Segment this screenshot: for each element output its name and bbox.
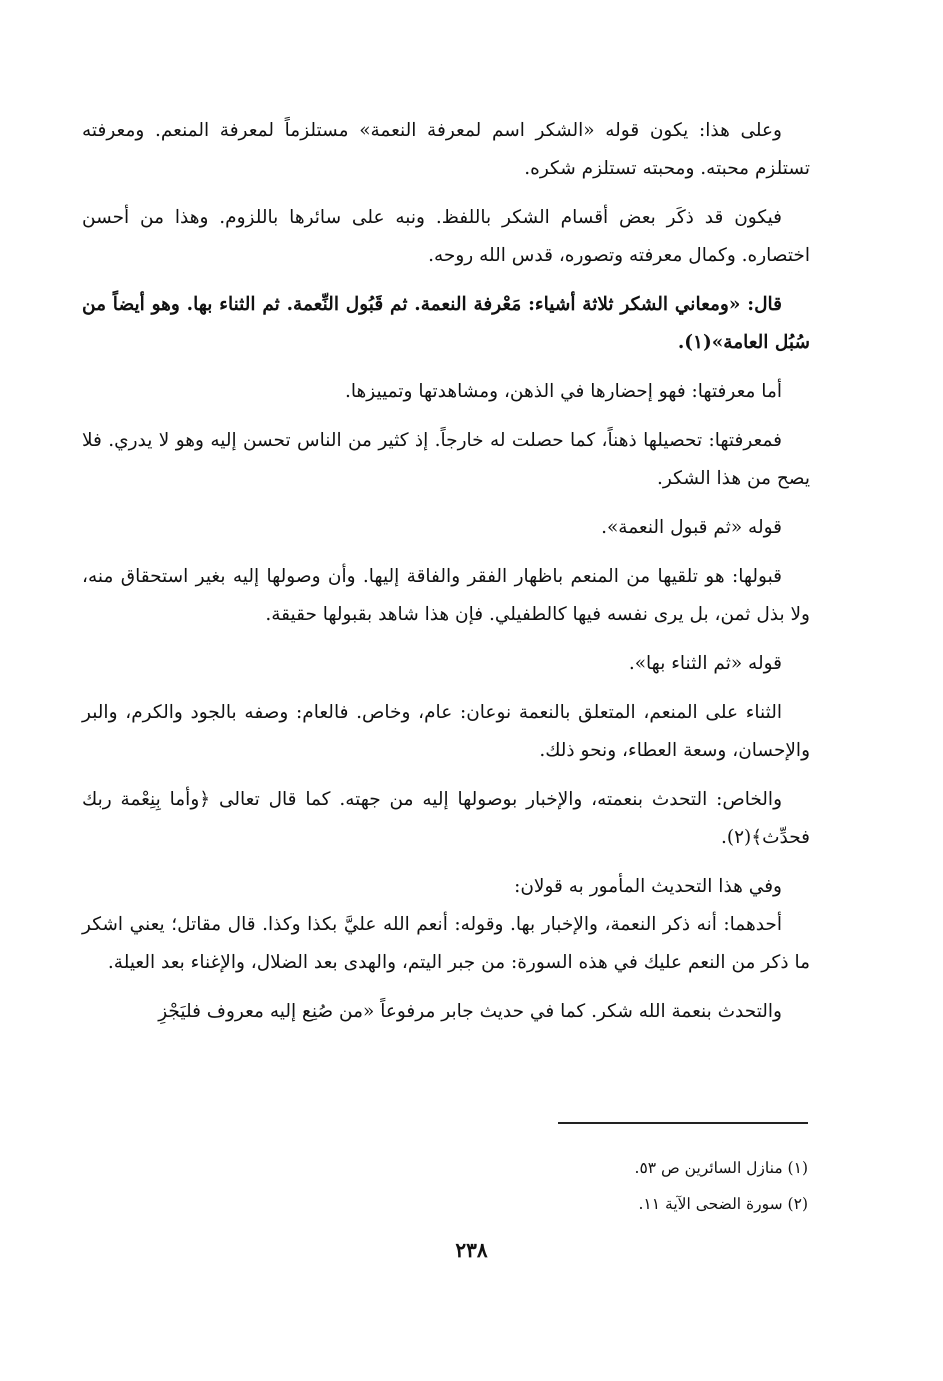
footnote-divider <box>558 1122 808 1124</box>
paragraph-4: أما معرفتها: فهو إحضارها في الذهن، ومشاهدتها وتمييزها. <box>345 381 782 402</box>
paragraph-9: الثناء على المنعم، المتعلق بالنعمة نوعان: عام، وخاص. فالعام: وصفه بالجود والكرم، والبر والإحسان، وسعة العطاء، ونحو ذلك. <box>82 702 810 761</box>
paragraph-5: فمعرفتها: تحصيلها ذهناً، كما حصلت له خارجاً. إذ كثير من الناس تحسن إليه وهو لا يدري. فلا يصح من هذا الشكر. <box>82 430 810 489</box>
paragraph-2: فيكون قد ذكَر بعض أقسام الشكر باللفظ. ونبه على سائرها باللزوم. وهذا من أحسن اختصاره. وكمال معرفته وتصوره، قدس الله روحه. <box>82 207 810 266</box>
paragraph-3-quote: قال: «ومعاني الشكر ثلاثة أشياء: مَعْرفة النعمة. ثم قَبُول النِّعمة. ثم الثناء بها. وهو أيضاً من سُبُل العامة»(١). <box>82 294 810 353</box>
paragraph-8: قوله «ثم الثناء بها». <box>628 653 782 674</box>
page-body <box>82 112 810 1042</box>
paragraph-10: والخاص: التحدث بنعمته، والإخبار بوصولها إليه من جهته. كما قال تعالى ﴿وأما بِنِعْمة ربك فحدِّث﴾(٢). <box>82 789 810 848</box>
footnote-1: (١) منازل السائرين ص ٥٣. <box>634 1159 808 1177</box>
paragraph-1: وعلى هذا: يكون قوله «الشكر اسم لمعرفة النعمة» مستلزماً لمعرفة المنعم. ومعرفته تستلزم محبته. ومحبته تستلزم شكره. <box>82 120 810 179</box>
page-number: ٢٣٨ <box>455 1238 488 1262</box>
paragraph-6: قوله «ثم قبول النعمة». <box>601 517 782 538</box>
paragraph-7: قبولها: هو تلقيها من المنعم باظهار الفقر والفاقة إليها. وأن وصولها إليه بغير استحقاق منه، ولا بذل ثمن، بل يرى نفسه فيها كالطفيلي. فإن هذا شاهد بقبولها حقيقة. <box>82 566 810 625</box>
footnotes <box>400 1150 808 1222</box>
footnote-2: (٢) سورة الضحى الآية ١١. <box>638 1195 808 1213</box>
paragraph-11: وفي هذا التحديث المأمور به قولان: <box>514 876 782 897</box>
paragraph-12: أحدهما: أنه ذكر النعمة، والإخبار بها. وقوله: أنعم الله عليَّ بكذا وكذا. قال مقاتل؛ يعني اشكر ما ذكر من النعم عليك في هذه السورة: من جبر اليتم، والهدى بعد الضلال، والإغناء بعد العيلة. <box>82 914 810 973</box>
paragraph-13: والتحدث بنعمة الله شكر. كما في حديث جابر مرفوعاً «من صُنِع إليه معروف فليَجْزِ <box>158 1001 782 1022</box>
